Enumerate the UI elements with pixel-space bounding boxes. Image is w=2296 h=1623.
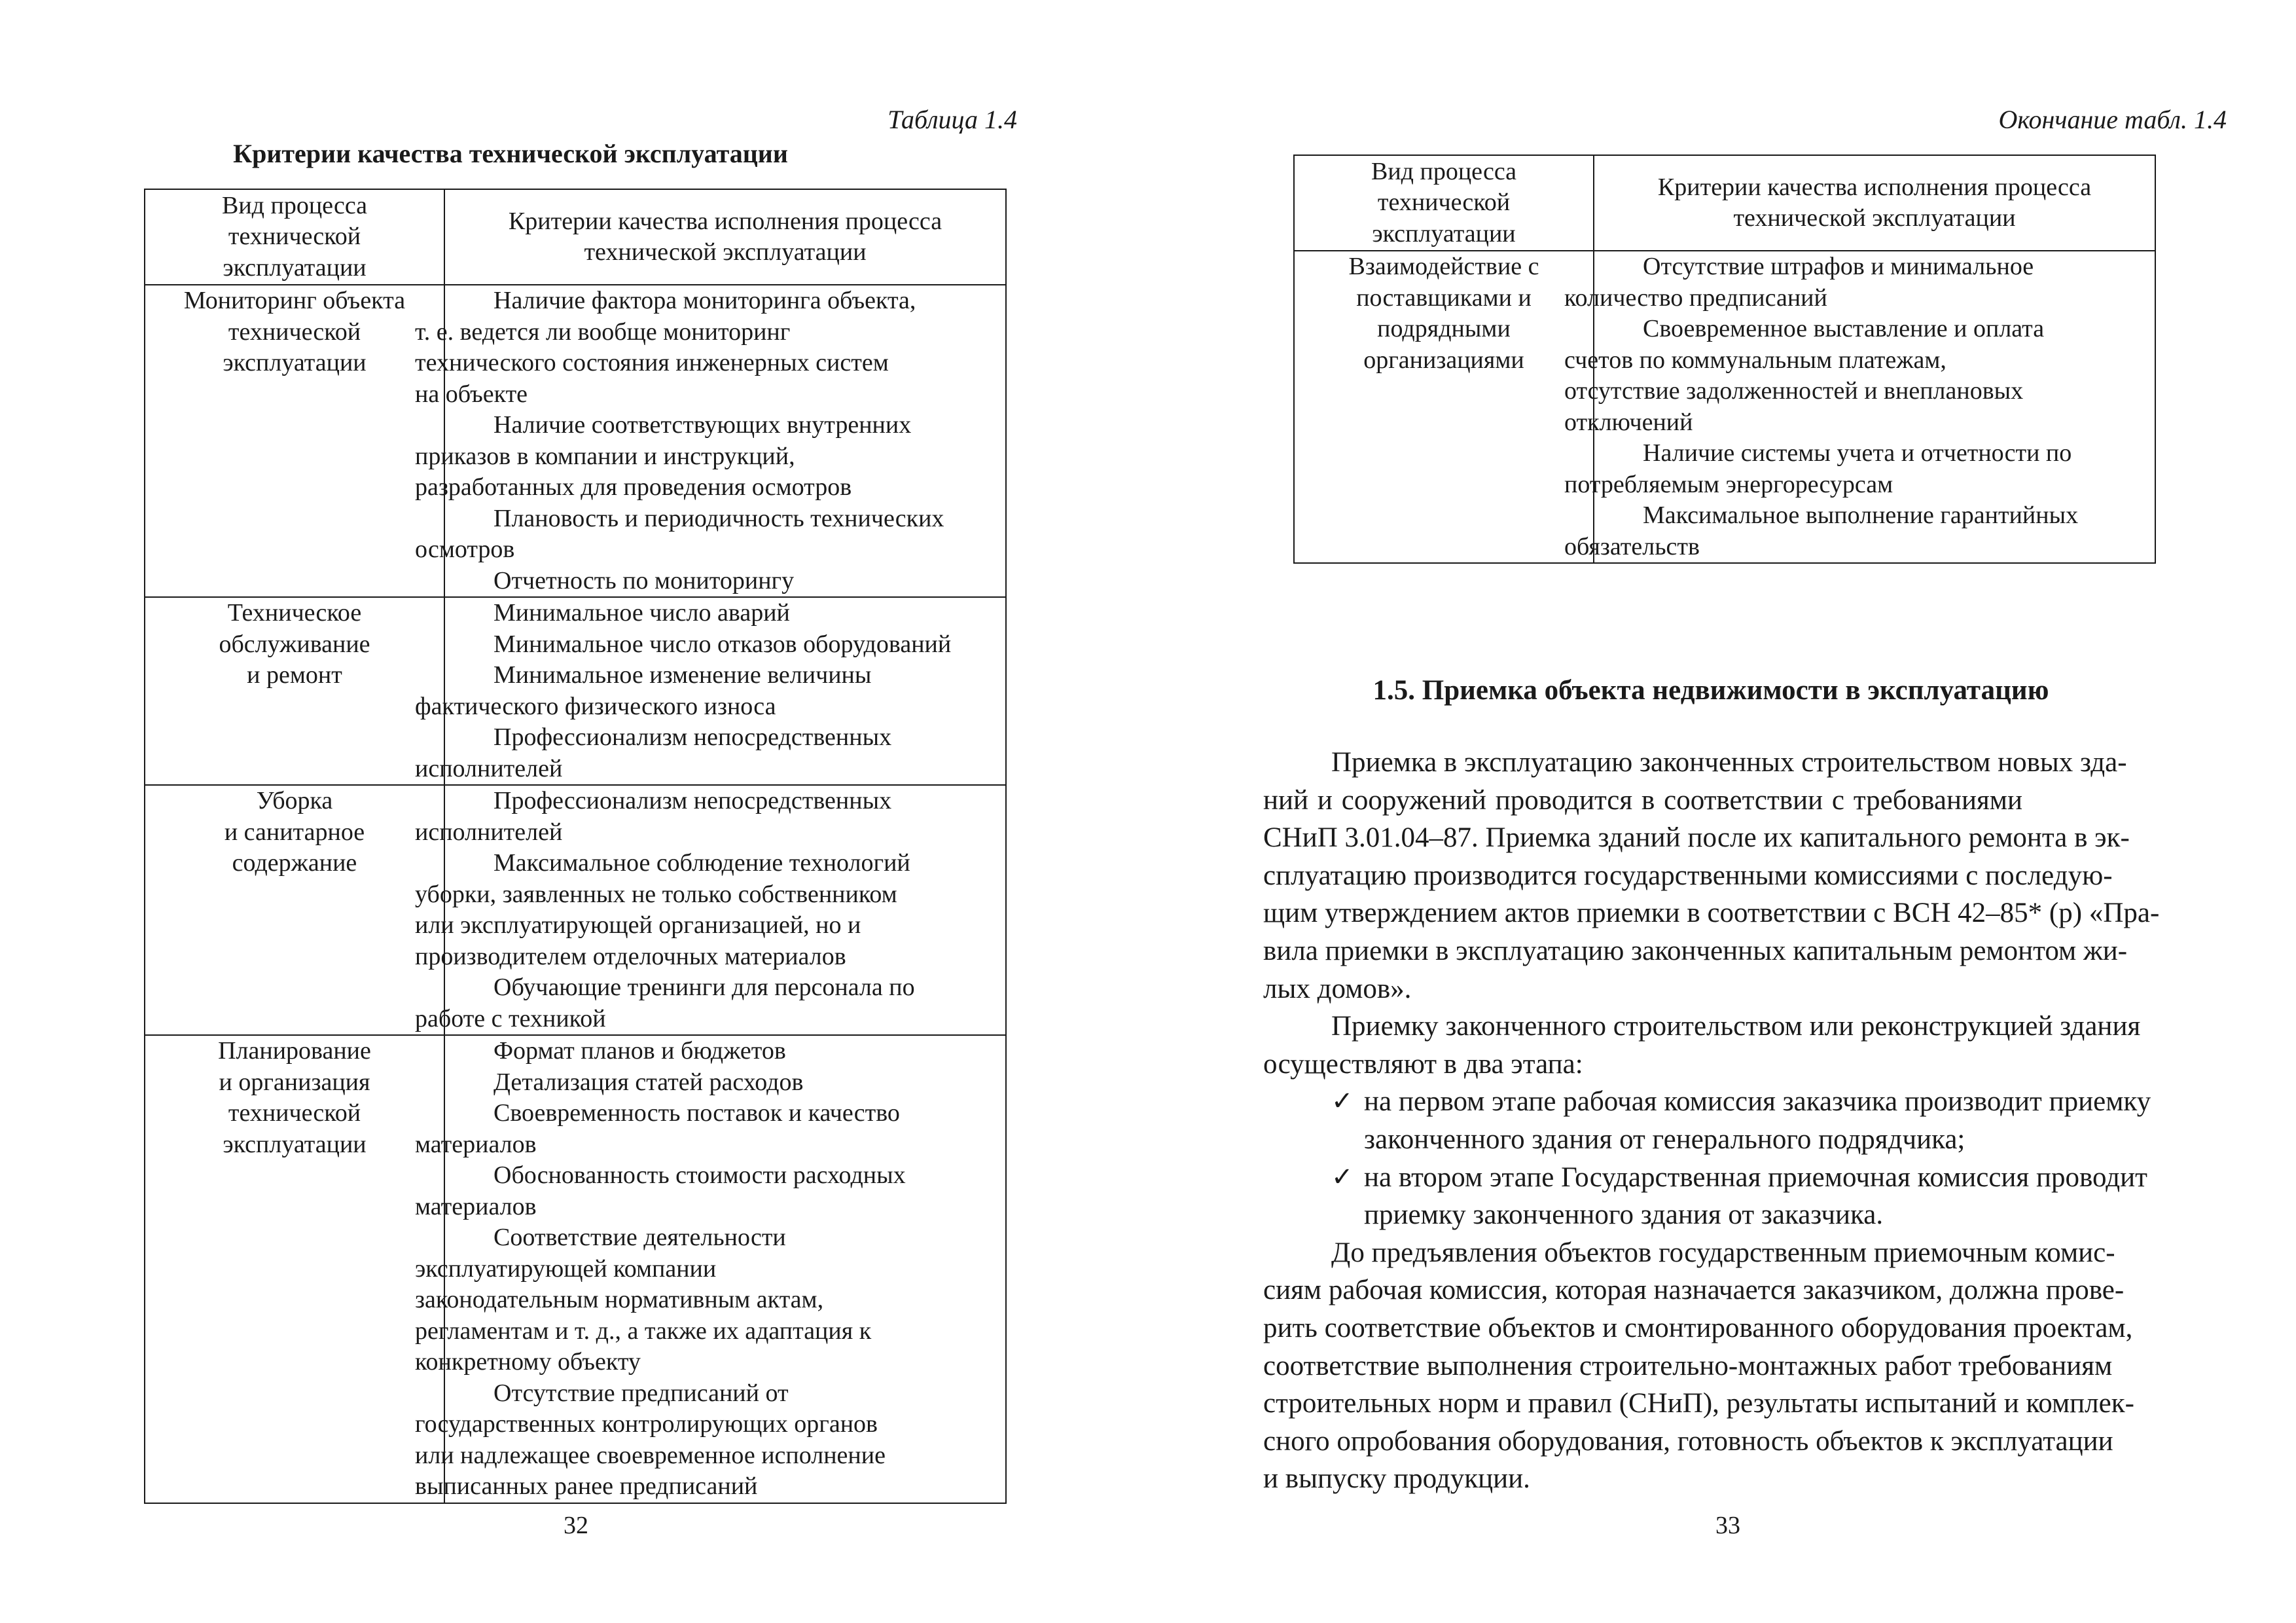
page-number: 33 — [1715, 1512, 1740, 1539]
bullet-text: приемку законченного здания от заказчика. — [1364, 1199, 1884, 1231]
process-type-line: обслуживание — [219, 630, 370, 658]
criterion-line: обязательств — [1564, 532, 1700, 560]
process-type-cell — [145, 285, 444, 597]
criterion-line: отсутствие задолженностей и внеплановых — [1564, 377, 2024, 405]
process-type-line: эксплуатации — [223, 349, 367, 376]
criterion-line: отключений — [1564, 408, 1693, 436]
criterion-line: Максимальное соблюдение технологий — [493, 849, 910, 877]
criterion-item — [415, 1222, 999, 1378]
criterion-line: Наличие системы учета и отчетности по — [1643, 439, 2072, 467]
process-type-line: подрядными — [1377, 315, 1511, 342]
header-line: технической — [1377, 189, 1511, 217]
table-continuation-label: Окончание табл. 1.4 — [1998, 105, 2227, 134]
criterion-line: технического состояния инженерных систем — [415, 349, 889, 376]
process-type-line: эксплуатации — [223, 1130, 367, 1158]
criterion-line: регламентам и т. д., а также их адаптация к — [415, 1317, 872, 1345]
criteria-table — [144, 189, 1007, 1504]
process-type-line: Уборка — [256, 787, 333, 814]
bullet-text: законченного здания от генерального подрядчика; — [1364, 1123, 1965, 1155]
table-header-row — [1294, 155, 2155, 251]
header-line: Критерии качества исполнения процесса — [1657, 173, 2092, 201]
criterion-line: количество предписаний — [1564, 283, 1827, 312]
criterion-line: потребляемым энергоресурсам — [1564, 470, 1893, 498]
process-type-line: Техническое — [227, 599, 362, 627]
criterion-item — [415, 722, 999, 784]
criterion-item — [415, 848, 999, 972]
criterion-line: исполнителей — [415, 818, 563, 846]
header-line: технической эксплуатации — [1733, 204, 2016, 232]
text-line: щим утверждением актов приемки в соответствии с ВСН 42–85* (р) «Пра- — [1263, 898, 2160, 929]
criterion-line: Своевременное выставление и оплата — [1643, 315, 2045, 342]
page-number: 32 — [564, 1512, 588, 1539]
criteria-cell — [415, 1035, 1006, 1503]
table-row — [1294, 251, 2155, 563]
header-line: Вид процесса — [1371, 157, 1517, 185]
criterion-line: Максимальное выполнение гарантийных — [1643, 501, 2079, 529]
text-line: соответствие выполнения строительно-монтажных работ требованиям — [1263, 1350, 2113, 1381]
header-line: технической эксплуатации — [584, 238, 867, 266]
table-body — [145, 285, 1006, 1503]
process-type-line: технической — [228, 318, 361, 346]
process-type-cell — [145, 1035, 444, 1503]
header-line: эксплуатации — [223, 253, 367, 282]
criterion-line: разработанных для проведения осмотров — [415, 473, 852, 501]
text-line: сплуатацию производится государственными комиссиями с последую- — [1263, 860, 2113, 891]
criterion-item — [415, 285, 999, 410]
text-line: лых домов». — [1263, 973, 1412, 1004]
criteria-cell — [415, 597, 1006, 785]
criterion-line: счетов по коммунальным платежам, — [1564, 346, 1946, 374]
criterion-line: Отчетность по мониторингу — [493, 566, 795, 594]
text-line: СНиП 3.01.04–87. Приемка зданий после их капитального ремонта в эк- — [1263, 822, 2130, 854]
criterion-item — [415, 1160, 999, 1222]
criterion-line: материалов — [415, 1192, 537, 1220]
process-type-cell — [145, 597, 444, 785]
criterion-item — [1564, 438, 2148, 500]
table-body — [1294, 251, 2155, 563]
criterion-line: Минимальное число аварий — [493, 599, 790, 627]
header-criteria — [1594, 155, 2155, 251]
bullet-line — [1263, 1083, 2151, 1121]
checkmark-icon: ✓ — [1331, 1161, 1354, 1192]
paragraph-3 — [1263, 1234, 2134, 1498]
criterion-line: Отсутствие штрафов и минимальное — [1643, 253, 2034, 280]
text-line: До предъявления объектов государственным приемочным комис- — [1331, 1237, 2115, 1268]
criterion-line: на объекте — [415, 380, 528, 408]
criterion-item — [454, 1036, 999, 1067]
criterion-line: эксплуатирующей компании — [415, 1254, 717, 1283]
process-type-cell — [145, 785, 444, 1035]
criterion-item — [415, 660, 999, 722]
section-heading: 1.5. Приемка объекта недвижимости в эксплуатацию — [1372, 675, 2049, 706]
criterion-item — [454, 566, 999, 597]
process-type-line: Планирование — [218, 1037, 371, 1065]
bullet-line — [1263, 1121, 2022, 1159]
bullet-list — [1263, 1083, 2151, 1233]
criterion-line: Соответствие деятельности — [493, 1224, 786, 1251]
paragraph-1 — [1263, 744, 2160, 1008]
criterion-line: или эксплуатирующей организацией, но и — [415, 911, 861, 939]
process-type-line: и организация — [219, 1068, 370, 1096]
criterion-line: или надлежащее своевременное исполнение — [415, 1441, 886, 1469]
header-criteria — [444, 189, 1006, 285]
process-type-line: организациями — [1363, 346, 1524, 374]
criterion-item — [415, 503, 999, 566]
right-page — [1148, 0, 2296, 1623]
paragraph-2 — [1263, 1008, 2141, 1083]
criterion-line: Минимальное число отказов оборудований — [493, 630, 952, 658]
criterion-item — [454, 598, 999, 629]
table-row — [145, 285, 1006, 597]
criterion-line: Отсутствие предписаний от — [493, 1379, 789, 1407]
table-label: Таблица 1.4 — [888, 105, 1017, 134]
criterion-item — [415, 786, 999, 848]
criterion-line: фактического физического износа — [415, 692, 776, 720]
table-row — [145, 597, 1006, 785]
bullet-item — [1263, 1083, 2151, 1158]
criterion-item — [1564, 251, 2148, 314]
criterion-item — [415, 972, 999, 1034]
criterion-line: т. е. ведется ли вообще мониторинг — [415, 318, 791, 346]
bullet-text: на первом этапе рабочая комиссия заказчика производит приемку — [1364, 1086, 2151, 1118]
bullet-item — [1263, 1159, 2147, 1234]
text-line: Приемка в эксплуатацию законченных строительством новых зда- — [1331, 747, 2127, 778]
process-type-line: Взаимодействие с — [1348, 253, 1539, 280]
criterion-item — [415, 1098, 999, 1160]
table-row — [145, 785, 1006, 1035]
process-type-line: Мониторинг объекта — [183, 287, 406, 314]
criterion-line: Плановость и периодичность технических — [493, 504, 944, 532]
criterion-line: Обучающие тренинги для персонала по — [493, 974, 915, 1001]
header-line: Вид процесса — [221, 191, 368, 219]
criteria-cell — [415, 785, 1006, 1035]
criterion-line: законодательным нормативным актам, — [415, 1286, 824, 1313]
process-type-line: технической — [228, 1099, 361, 1127]
process-type-cell — [1294, 251, 1594, 563]
criterion-line: приказов в компании и инструкций, — [415, 442, 795, 470]
table-header-row — [145, 189, 1006, 285]
criterion-line: материалов — [415, 1130, 537, 1158]
header-line: Критерии качества исполнения процесса — [508, 207, 942, 235]
criteria-table-continuation — [1293, 155, 2156, 564]
text-line: ний и сооружений проводится в соответствии с требованиями — [1263, 784, 2022, 816]
table-title: Критерии качества технической эксплуатации — [233, 139, 788, 168]
criterion-item — [1564, 314, 2148, 438]
criterion-line: конкретному объекту — [415, 1348, 641, 1376]
header-line: эксплуатации — [1372, 219, 1516, 247]
body-text — [1263, 744, 2160, 1498]
bullet-line — [1263, 1159, 2147, 1197]
criterion-item — [415, 1378, 999, 1503]
criterion-item — [415, 410, 999, 503]
process-type-line: содержание — [232, 849, 357, 877]
text-line: вила приемки в эксплуатацию законченных капитальным ремонтом жи- — [1263, 935, 2128, 966]
bullet-line — [1263, 1196, 2022, 1234]
criterion-item — [454, 1067, 999, 1099]
criterion-line: исполнителей — [415, 754, 563, 782]
checkmark-icon: ✓ — [1331, 1086, 1354, 1117]
text-line: и выпуску продукции. — [1263, 1463, 1530, 1495]
text-line: осуществляют в два этапа: — [1263, 1048, 1583, 1080]
criterion-item — [1564, 500, 2148, 562]
text-line: рить соответствие объектов и смонтированного оборудования проектам, — [1263, 1312, 2133, 1343]
criterion-item — [454, 629, 999, 661]
bullet-text: на втором этапе Государственная приемочная комиссия проводит — [1364, 1161, 2147, 1193]
criterion-line: выписанных ранее предписаний — [415, 1472, 758, 1500]
criterion-line: Наличие фактора мониторинга объекта, — [493, 287, 916, 314]
header-line: технической — [228, 223, 361, 251]
text-line: сного опробования оборудования, готовность объектов к эксплуатации — [1263, 1425, 2113, 1457]
criterion-line: государственных контролирующих органов — [415, 1410, 878, 1438]
criterion-line: Профессионализм непосредственных — [493, 723, 892, 751]
table-row — [145, 1035, 1006, 1503]
criteria-cell — [1564, 251, 2155, 563]
criteria-cell — [415, 285, 1006, 597]
process-type-line: и санитарное — [224, 818, 365, 846]
criterion-line: Своевременность поставок и качество — [493, 1099, 900, 1127]
criterion-line: уборки, заявленных не только собственником — [415, 880, 897, 908]
criterion-line: Профессионализм непосредственных — [493, 787, 892, 814]
text-line: Приемку законченного строительством или реконструкцией здания — [1331, 1011, 2141, 1042]
criterion-line: Наличие соответствующих внутренних — [493, 411, 912, 439]
criterion-line: Формат планов и бюджетов — [493, 1037, 786, 1065]
process-type-line: поставщиками и — [1356, 283, 1532, 312]
criterion-line: производителем отделочных материалов — [415, 942, 846, 970]
header-process-type — [145, 189, 444, 285]
header-process-type — [1294, 155, 1594, 251]
text-line: строительных норм и правил (СНиП), результаты испытаний и комплек- — [1263, 1388, 2134, 1419]
criterion-line: Детализация статей расходов — [493, 1068, 804, 1096]
criterion-line: работе с техникой — [415, 1004, 606, 1032]
process-type-line: и ремонт — [247, 661, 342, 689]
criterion-line: осмотров — [415, 536, 515, 563]
text-line: сиям рабочая комиссия, которая назначается заказчиком, должна прове- — [1263, 1275, 2125, 1306]
criterion-line: Обоснованность стоимости расходных — [493, 1161, 906, 1189]
criterion-line: Минимальное изменение величины — [493, 661, 872, 689]
